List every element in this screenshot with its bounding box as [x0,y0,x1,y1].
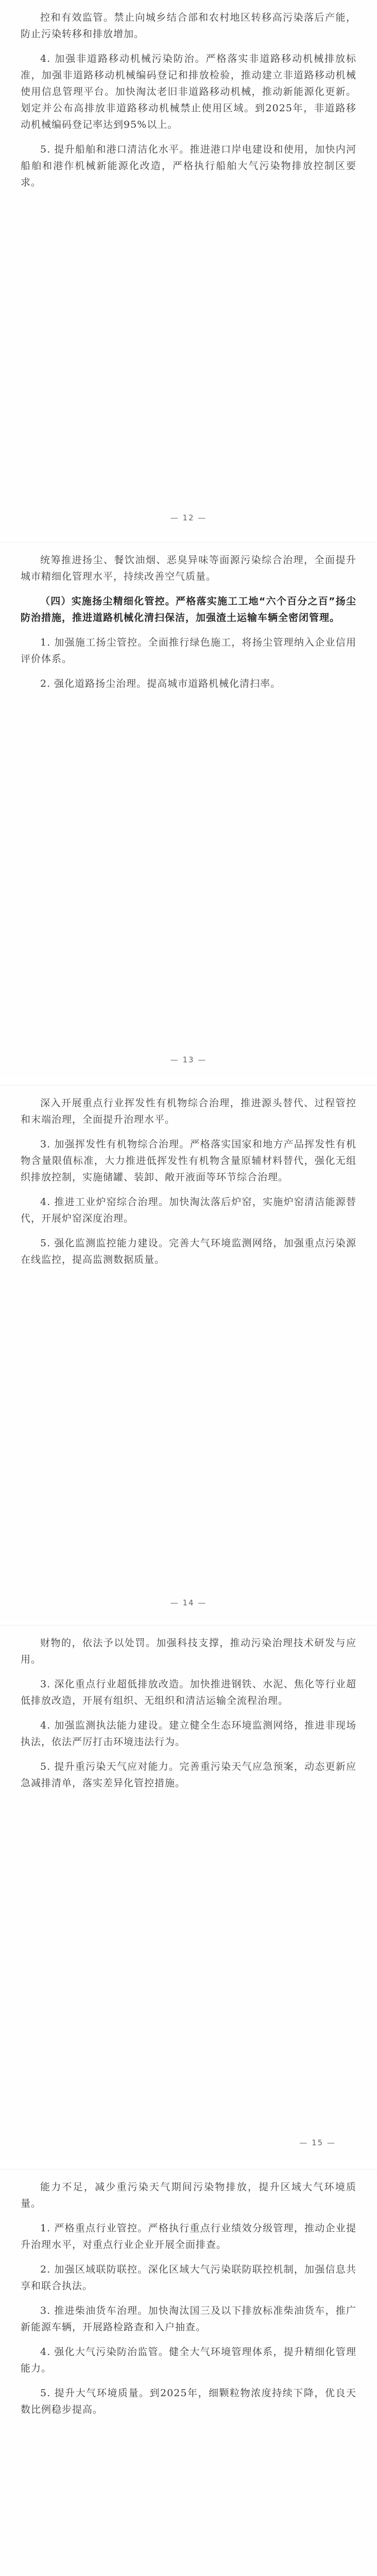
paragraph: 4. 加强非道路移动机械污染防治。严格落实非道路移动机械排放标准，加强非道路移动机械编码登记和排放检验，推动建立非道路移动机械使用信息管理平台。加快淘汰老旧非道路移动机械，推动新能源化更新。划定并公布高排放非道路移动机械禁止使用区域。到2025年，非道路移动机械编码登记率达到95%以上。 [21,53,356,130]
paragraph: 2. 强化道路扬尘治理。提高城市道路机械化清扫率。 [40,678,281,689]
paragraph: 5. 提升大气环境质量。到2025年，细颗粒物浓度持续下降，优良天数比例稳步提高。 [21,2387,356,2415]
document-page [0,2169,377,2576]
document-page [0,542,377,1078]
paragraph: 5. 提升重污染天气应对能力。完善重污染天气应急预案，动态更新应急减排清单，落实差异化管控措施。 [21,1761,356,1789]
paragraph: 5. 强化监测监控能力建设。完善大气环境监测网络，加强重点污染源在线监控，提高监测数据质量。 [21,1238,356,1265]
paragraph: 统筹推进扬尘、餐饮油烟、恶臭异味等面源污染综合治理，全面提升城市精细化管理水平，持续改善空气质量。 [21,554,356,582]
paragraph: 1. 严格重点行业管控。严格执行重点行业绩效分级管理，推动企业提升治理水平，对重点行业企业开展全面排查。 [21,2223,356,2250]
page-number: — 15 — [299,2138,336,2147]
paragraph: 2. 加强区域联防联控。深化区域大气污染联防联控机制，加强信息共享和联合执法。 [21,2264,356,2292]
paragraph: 4. 加强监测执法能力建设。建立健全生态环境监测网络，推进非现场执法，依法严厉打击环境违法行为。 [21,1720,356,1748]
page-number: — 14 — [170,1598,207,1607]
paragraph: 能力不足，减少重污染天气期间污染物排放，提升区域大气环境质量。 [21,2181,356,2209]
paragraph: 3. 加强挥发性有机物综合治理。严格落实国家和地方产品挥发性有机物含量限值标准，大力推进低挥发性有机物含量原辅材料替代，强化无组织排放控制，实施储罐、装卸、敞开液面等环节综合治理。 [21,1139,356,1183]
paragraph: 财物的，依法予以处罚。加强科技支撑，推动污染治理技术研发与应用。 [21,1637,356,1665]
paragraph: 5. 提升船舶和港口清洁化水平。推进港口岸电建设和使用，加快内河船舶和港作机械新能源化改造，严格执行船舶大气污染物排放控制区要求。 [21,144,356,188]
document-page [0,1625,377,2161]
page-number: — 12 — [170,513,207,522]
document-page [0,1085,377,1621]
paragraph: 4. 强化大气污染防治监管。健全大气环境管理体系，提升精细化管理能力。 [21,2346,356,2374]
paragraph: 4. 推进工业炉窑综合治理。加快淘汰落后炉窑，实施炉窑清洁能源替代，开展炉窑深度治理。 [21,1196,356,1224]
document-page [0,0,377,536]
paragraph: 3. 深化重点行业超低排放改造。加快推进钢铁、水泥、焦化等行业超低排放改造，开展有组织、无组织和清洁运输全流程治理。 [21,1679,356,1706]
paragraph: 1. 加强施工扬尘管控。全面推行绿色施工，将扬尘管理纳入企业信用评价体系。 [21,637,356,665]
paragraph: 3. 推进柴油货车治理。加快淘汰国三及以下排放标准柴油货车，推广新能源车辆，开展路检路查和入户抽查。 [21,2305,356,2333]
section-heading: （四）实施扬尘精细化管控。严格落实施工工地“六个百分之百”扬尘防治措施，推进道路机械化清扫保洁，加强渣土运输车辆全密闭管理。 [21,596,356,623]
page-number: — 13 — [170,1055,207,1064]
paragraph: 深入开展重点行业挥发性有机物综合治理，推进源头替代、过程管控和末端治理，全面提升治理水平。 [21,1097,356,1125]
paragraph: 控和有效监管。禁止向城乡结合部和农村地区转移高污染落后产能，防止污染转移和排放增加。 [21,12,356,40]
